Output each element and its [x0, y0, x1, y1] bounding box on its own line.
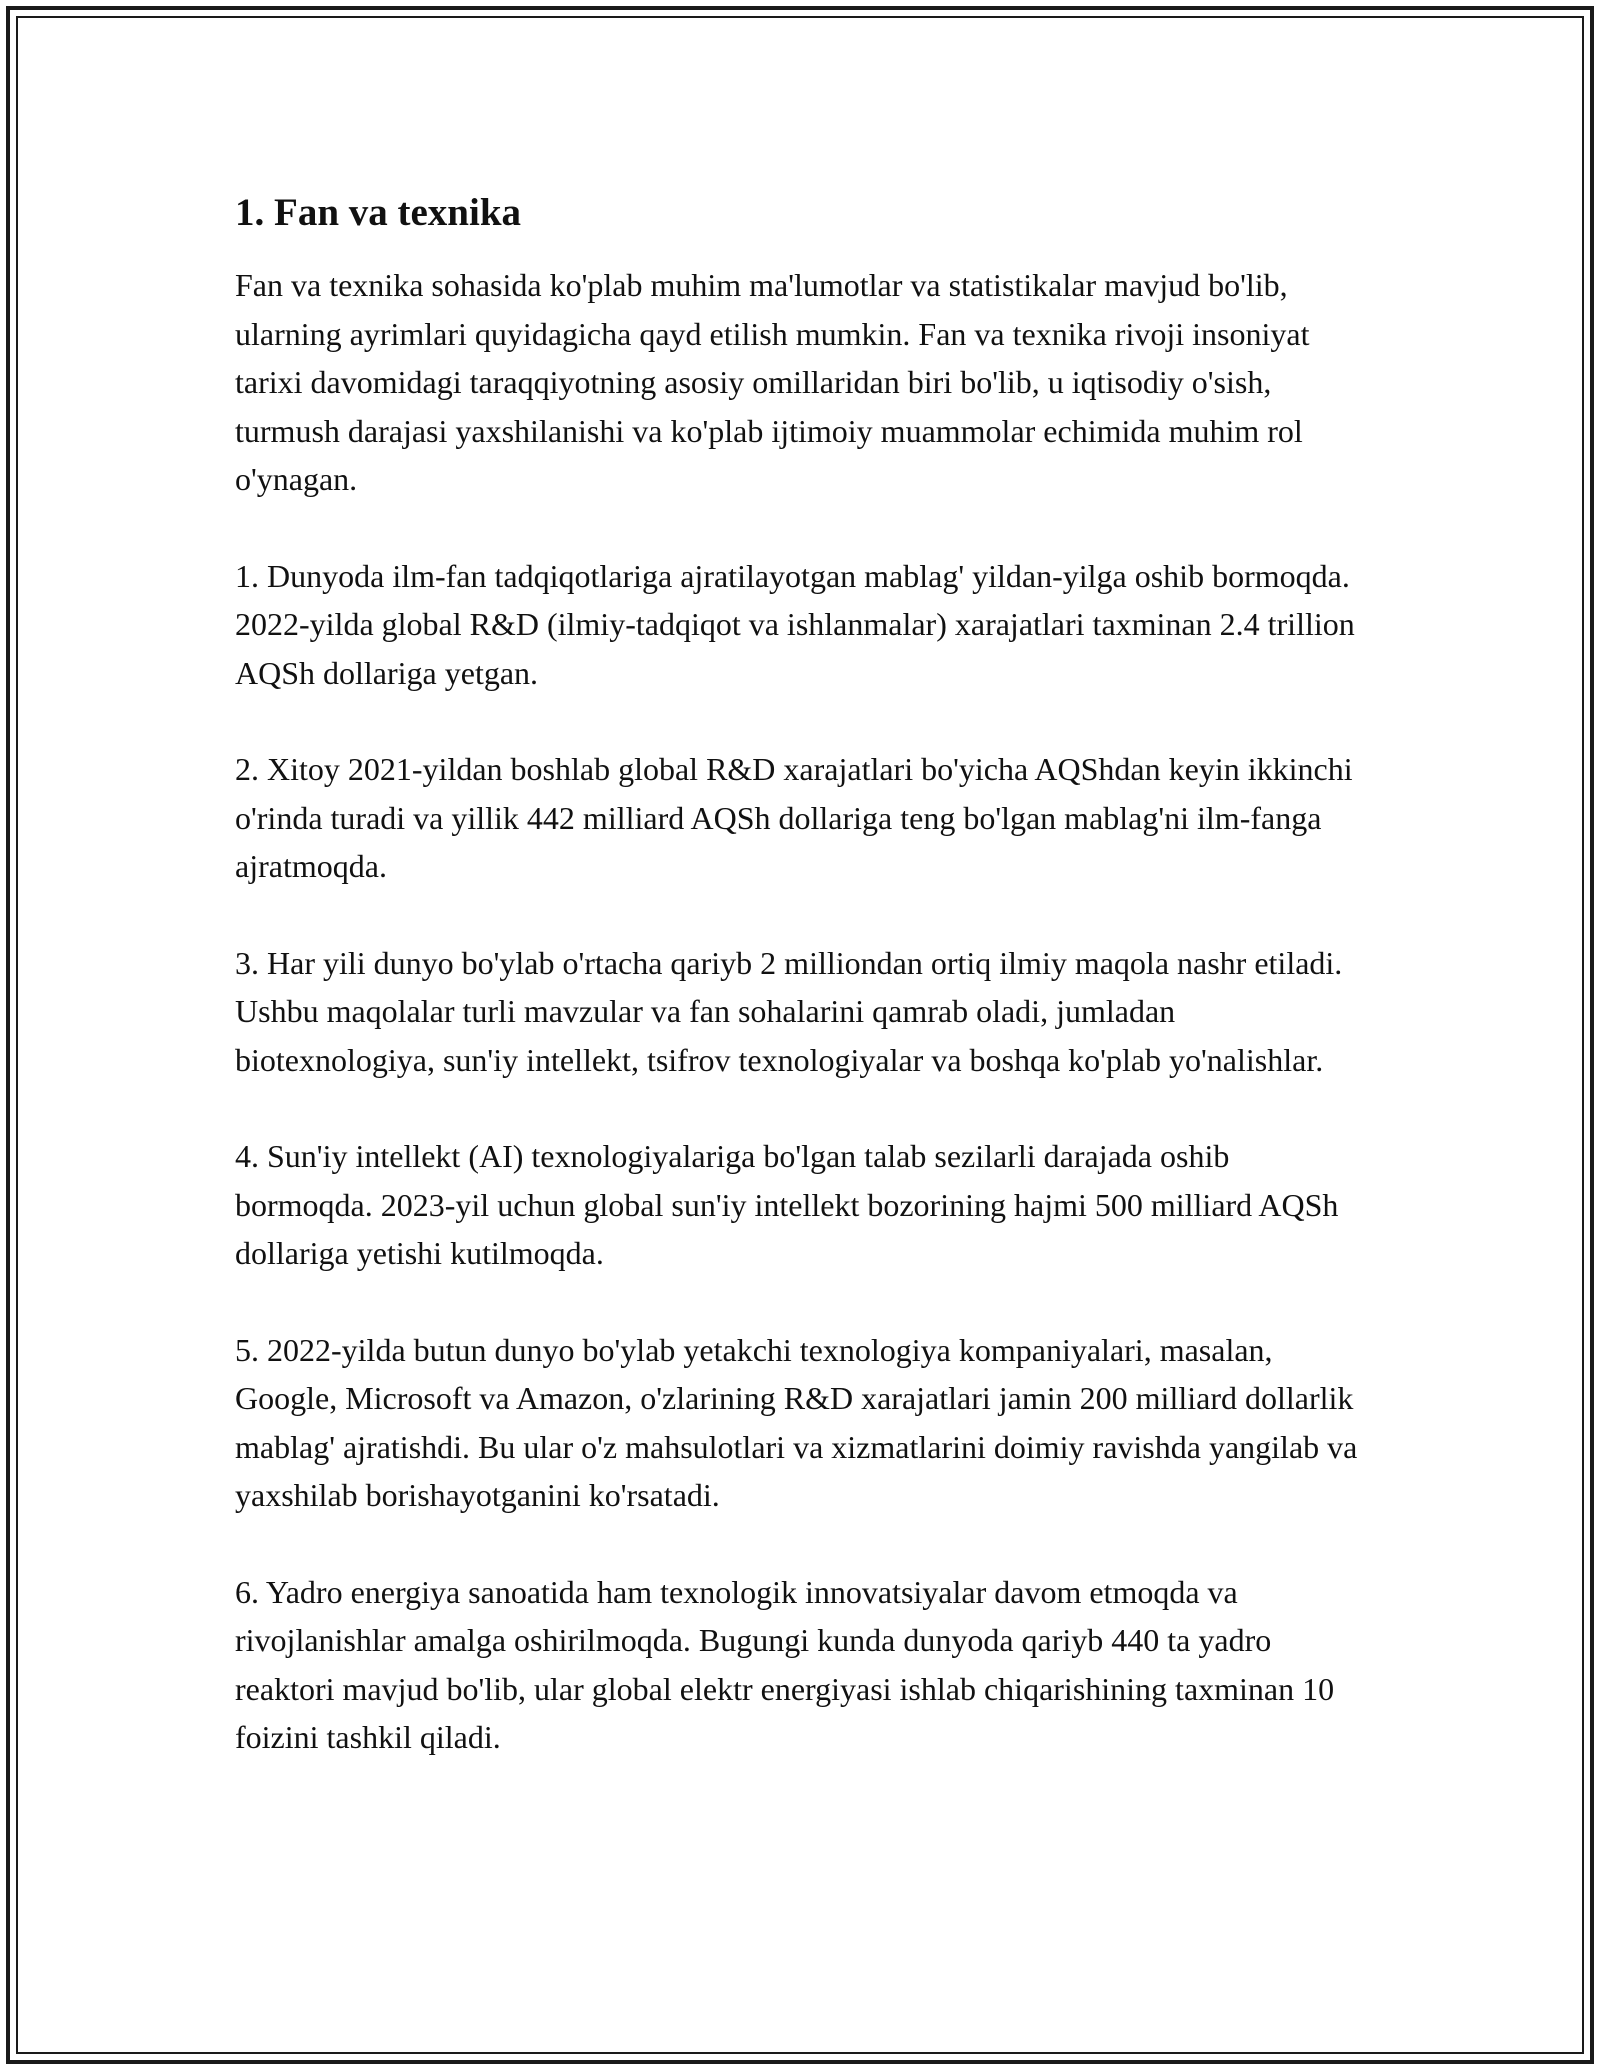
list-item-4: 4. Sun'iy intellekt (AI) texnologiyalariga bo'lgan talab sezilarli darajada oshib bormoqda. 2023-yil uchun global sun'iy intellekt bozorining hajmi 500 milliard AQSh dollariga yetishi kutilmoqda. — [235, 1138, 1339, 1271]
document-body — [235, 185, 1375, 1810]
list-item-5: 5. 2022-yilda butun dunyo bo'ylab yetakchi texnologiya kompaniyalari, masalan, Google, Microsoft va Amazon, o'zlarining R&D xarajatlari jamin 200 milliard dollarlik mablag' ajratishdi. Bu ular o'z mahsulotlari va xizmatlarini doimiy ravishda yangilab va yaxshilab borishayotganini ko'rsatadi. — [235, 1331, 1358, 1513]
list-item-2: 2. Xitoy 2021-yildan boshlab global R&D xarajatlari bo'yicha AQShdan keyin ikkinchi o'rinda turadi va yillik 442 milliard AQSh dollariga teng bo'lgan mablag'ni ilm-fanga ajratmoqda. — [235, 751, 1353, 884]
list-item-3: 3. Har yili dunyo bo'ylab o'rtacha qariyb 2 milliondan ortiq ilmiy maqola nashr etiladi. Ushbu maqolalar turli mavzular va fan sohalarini qamrab oladi, jumladan biotexnologiya, sun'iy intellekt, tsifrov texnologiyalar va boshqa ko'plab yo'nalishlar. — [235, 944, 1343, 1078]
intro-paragraph: Fan va texnika sohasida ko'plab muhim ma'lumotlar va statistikalar mavjud bo'lib, ularning ayrimlari quyidagicha qayd etilish mumkin. Fan va texnika rivoji insoniyat tarixi davomidagi taraqqiyotning asosiy omillaridan biri bo'lib, u iqtisodiy o'sish, turmush darajasi yaxshilanishi va ko'plab ijtimoiy muammolar echimida muhim rol o'ynagan. — [235, 267, 1310, 497]
section-heading: 1. Fan va texnika — [235, 191, 522, 234]
list-item-1: 1. Dunyoda ilm-fan tadqiqotlariga ajratilayotgan mablag' yildan-yilga oshib bormoqda. 2022-yilda global R&D (ilmiy-tadqiqot va ishlanmalar) xarajatlari taxminan 2.4 trillion AQSh dollariga yetgan. — [235, 557, 1355, 691]
list-item-6: 6. Yadro energiya sanoatida ham texnologik innovatsiyalar davom etmoqda va rivojlanishlar amalga oshirilmoqda. Bugungi kunda dunyoda qariyb 440 ta yadro reaktori mavjud bo'lib, ular global elektr energiyasi ishlab chiqarishining taxminan 10 foizini tashkil qiladi. — [235, 1573, 1335, 1755]
